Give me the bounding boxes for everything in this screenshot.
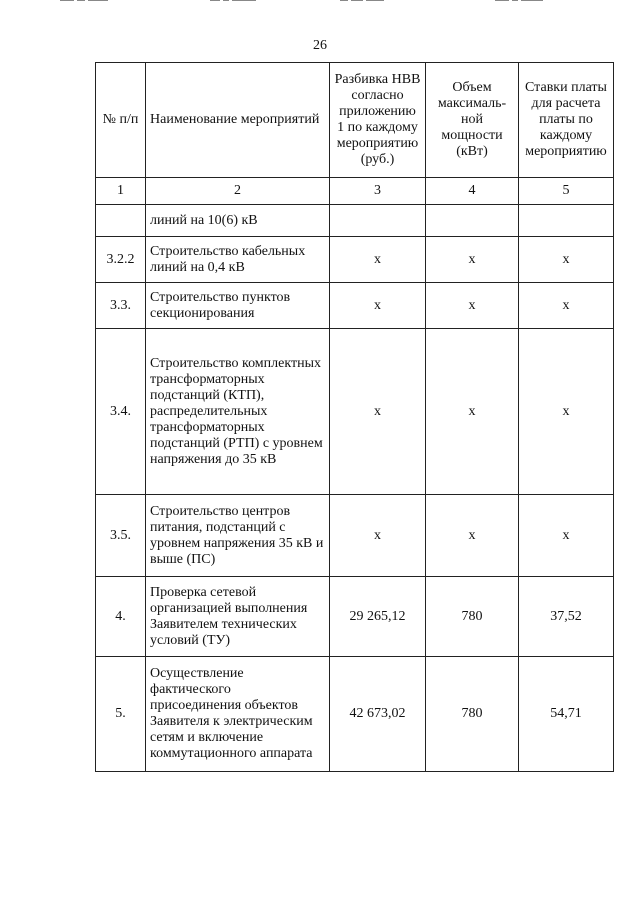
row-rate: х [519,329,614,495]
row-power: х [426,237,519,283]
row-power: х [426,495,519,577]
row-name: Строительство пунктов секционирования [146,283,330,329]
row-number: 5. [96,657,146,772]
scan-artifact-top-4 [495,0,546,8]
row-nvv: х [330,237,426,283]
row-power: 780 [426,657,519,772]
row-power: х [426,329,519,495]
row-nvv: х [330,495,426,577]
row-rate: х [519,237,614,283]
row-rate: 54,71 [519,657,614,772]
row-name: Строительство центров питания, подстанций с уровнем напряжения 35 кВ и выше (ПС) [146,495,330,577]
row-nvv: 29 265,12 [330,577,426,657]
scan-artifact-top-3 [340,0,387,8]
table-row [96,205,614,237]
header-name: Наименование мероприятий [146,63,330,178]
row-number: 4. [96,577,146,657]
tariff-table [95,62,614,772]
row-nvv [330,205,426,237]
row-power: х [426,283,519,329]
row-name: линий на 10(6) кВ [146,205,330,237]
row-number: 3.3. [96,283,146,329]
row-nvv: х [330,283,426,329]
row-nvv: х [330,329,426,495]
row-rate: х [519,283,614,329]
row-nvv: 42 673,02 [330,657,426,772]
scan-artifact-top [60,0,111,8]
row-name: Строительство кабельных линий на 0,4 кВ [146,237,330,283]
table-row [96,657,614,772]
row-number: 3.5. [96,495,146,577]
table-header-row [96,63,614,178]
header-power: Объем максималь-ной мощности (кВт) [426,63,519,178]
header-number: № п/п [96,63,146,178]
column-index-row [96,178,614,205]
table-row [96,495,614,577]
column-index: 1 [96,178,146,205]
header-nvv: Разбивка НВВ согласно приложению 1 по каждому мероприятию (руб.) [330,63,426,178]
row-number: 3.4. [96,329,146,495]
column-index: 3 [330,178,426,205]
row-power: 780 [426,577,519,657]
table-row [96,577,614,657]
row-rate: 37,52 [519,577,614,657]
row-rate: х [519,495,614,577]
column-index: 2 [146,178,330,205]
table-row [96,283,614,329]
column-index: 5 [519,178,614,205]
row-name: Проверка сетевой организацией выполнения Заявителем технических условий (ТУ) [146,577,330,657]
table-row [96,329,614,495]
row-number: 3.2.2 [96,237,146,283]
row-rate [519,205,614,237]
row-name: Осуществление фактического присоединения объектов Заявителя к электрическим сетям и включение коммутационного аппарата [146,657,330,772]
column-index: 4 [426,178,519,205]
scan-artifact-top-2 [210,0,259,8]
row-number [96,205,146,237]
row-power [426,205,519,237]
row-name: Строительство комплектных трансформаторных подстанций (КТП), распределительных трансформаторных подстанций (РТП) с уровнем напряжения до 35 кВ [146,329,330,495]
table-row [96,237,614,283]
page-number: 26 [313,38,327,53]
header-rate: Ставки платы для расчета платы по каждому мероприятию [519,63,614,178]
